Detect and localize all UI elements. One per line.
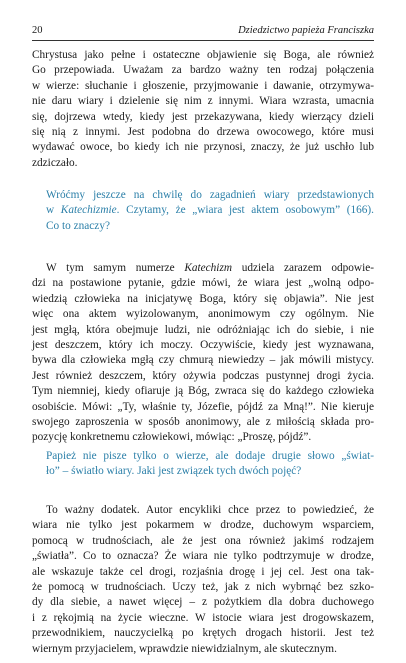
text-line: ale wskazuje także cel drogi, rozjaśnia drogę i jej cel. Jest ona tak- [32, 565, 374, 578]
text-line: Chrystusa jako pełne i ostateczne objawienie się Boga, ale również [32, 49, 374, 61]
text-line: zdziczało. [32, 156, 78, 169]
text-line: To ważny dodatek. Autor encykliki chce przez to powiedzieć, że [46, 504, 374, 516]
text-line: wydawać owoce, bo kiedy ich nie przynosi, znaczy, że już uschło lub [32, 141, 374, 154]
paragraph-1 [32, 48, 374, 171]
text-line: swojego zaproszenia w sposób anonimowy, ale z miłością składa pro- [32, 415, 374, 428]
running-header [32, 24, 374, 40]
question-line-rest: . Czytamy, że „wiara jest aktem osobowym” (166). [116, 204, 374, 217]
text-line: się, dojrzewa wtedy, kiedy jest przekazywana, kiedy wierzący dzieli [32, 110, 374, 123]
header-rule [32, 40, 374, 41]
text-line: jest mgłą, która obejmuje ludzi, nie odróżniając ich do siebie, i nie [32, 323, 374, 336]
question-line-start: w [46, 204, 61, 217]
text-line: że pomocą w trudnościach. Uczy też, jak z nich wybrnąć bez szko- [32, 580, 374, 593]
text-segment: W tym samym numerze [46, 262, 185, 274]
text-line: Jest również deszczem, który ożywia podczas pustynnej drogi życia. [32, 369, 374, 382]
text-line: pozycję konkretnemu człowiekowi, mówiąc: „Proszę, pójdź”. [32, 431, 312, 444]
paragraph-2 [32, 261, 374, 446]
text-line: więc ona aktem wyizolowanym, anonimowym czy ogólnym. Nie [32, 308, 374, 321]
text-line: pomocą w trudnościach, ale że jest ona również jakimś rodzajem [32, 534, 374, 547]
text-line: nie daru wiary i dzielenie się nim z innymi. Wiara wzrasta, umacnia [32, 95, 374, 108]
question-line: Papież nie pisze tylko o wierze, ale dodaje drugie słowo „świat- [46, 450, 374, 462]
katechizm-title: Katechizmie [60, 204, 117, 217]
text-segment: udziela zarazem odpowie- [232, 262, 374, 274]
question-2 [32, 449, 374, 480]
text-line: „światła”. Co to oznacza? Że wiara nie tylko podtrzymuje w drodze, [32, 550, 374, 563]
question-line [32, 203, 374, 218]
question-1 [32, 188, 374, 234]
text-line: wiernym przyjacielem, wprawdzie niewidzialnym, ale skutecznym. [32, 642, 337, 655]
text-line: w wierze: słuchanie i głoszenie, przyjmowanie i dawanie, otrzymywa- [32, 79, 374, 92]
text-line: dy dla siebie, a nawet więcej – z pożytkiem dla dobra duchowego [32, 596, 374, 609]
text-line: osobiście. Mówi: „Ty, właśnie ty, Józefie, pójdź za Mną!”. Nie kieruje [32, 400, 374, 413]
text-line: wiedzią człowieka na inicjatywę Boga, który się objawia”. Nie jest [32, 292, 374, 305]
text-line: przewodnikiem, nauczycielką po krętych drogach historii. Jest też [32, 627, 374, 640]
text-line: się nią z innymi. Jest podobna do drzewa owocowego, które musi [32, 125, 374, 138]
text-line: wiara nie tylko jest pokarmem w drodze, duchowym wsparciem, [32, 519, 374, 532]
text-line: Tym niemniej, kiedy ofiaruje ją Bóg, zwraca się do każdego człowieka [32, 385, 374, 398]
text-line: i z rękojmią na życie wieczne. W istocie wiara jest drogowskazem, [32, 611, 374, 624]
running-title: Dziedzictwo papieża Franciszka [238, 25, 374, 36]
question-line: ło” – światło wiary. Jaki jest związek tych dwóch pojęć? [46, 465, 302, 478]
katechizm-title: Katechizm [184, 262, 233, 274]
page-number: 20 [32, 25, 43, 36]
text-line: Go przepowiada. Uważam za bardzo ważny ten rodzaj połączenia [32, 64, 374, 77]
text-line [32, 261, 374, 276]
question-line: Wróćmy jeszcze na chwilę do zagadnień wiary przedstawionych [46, 189, 374, 201]
question-line: Co to znaczy? [46, 219, 110, 232]
text-line: bywa dla człowieka mgłą czy chmurą niewiedzy – jak mówili mistycy. [32, 354, 374, 367]
text-line: dzi na postawione pytanie, gdzie mówi, że wiara jest „wolną odpo- [32, 277, 374, 290]
paragraph-3 [32, 503, 374, 657]
text-line: jest deszczem, który ich moczy. Oczywiście, kiedy jest wyznawana, [32, 338, 374, 351]
